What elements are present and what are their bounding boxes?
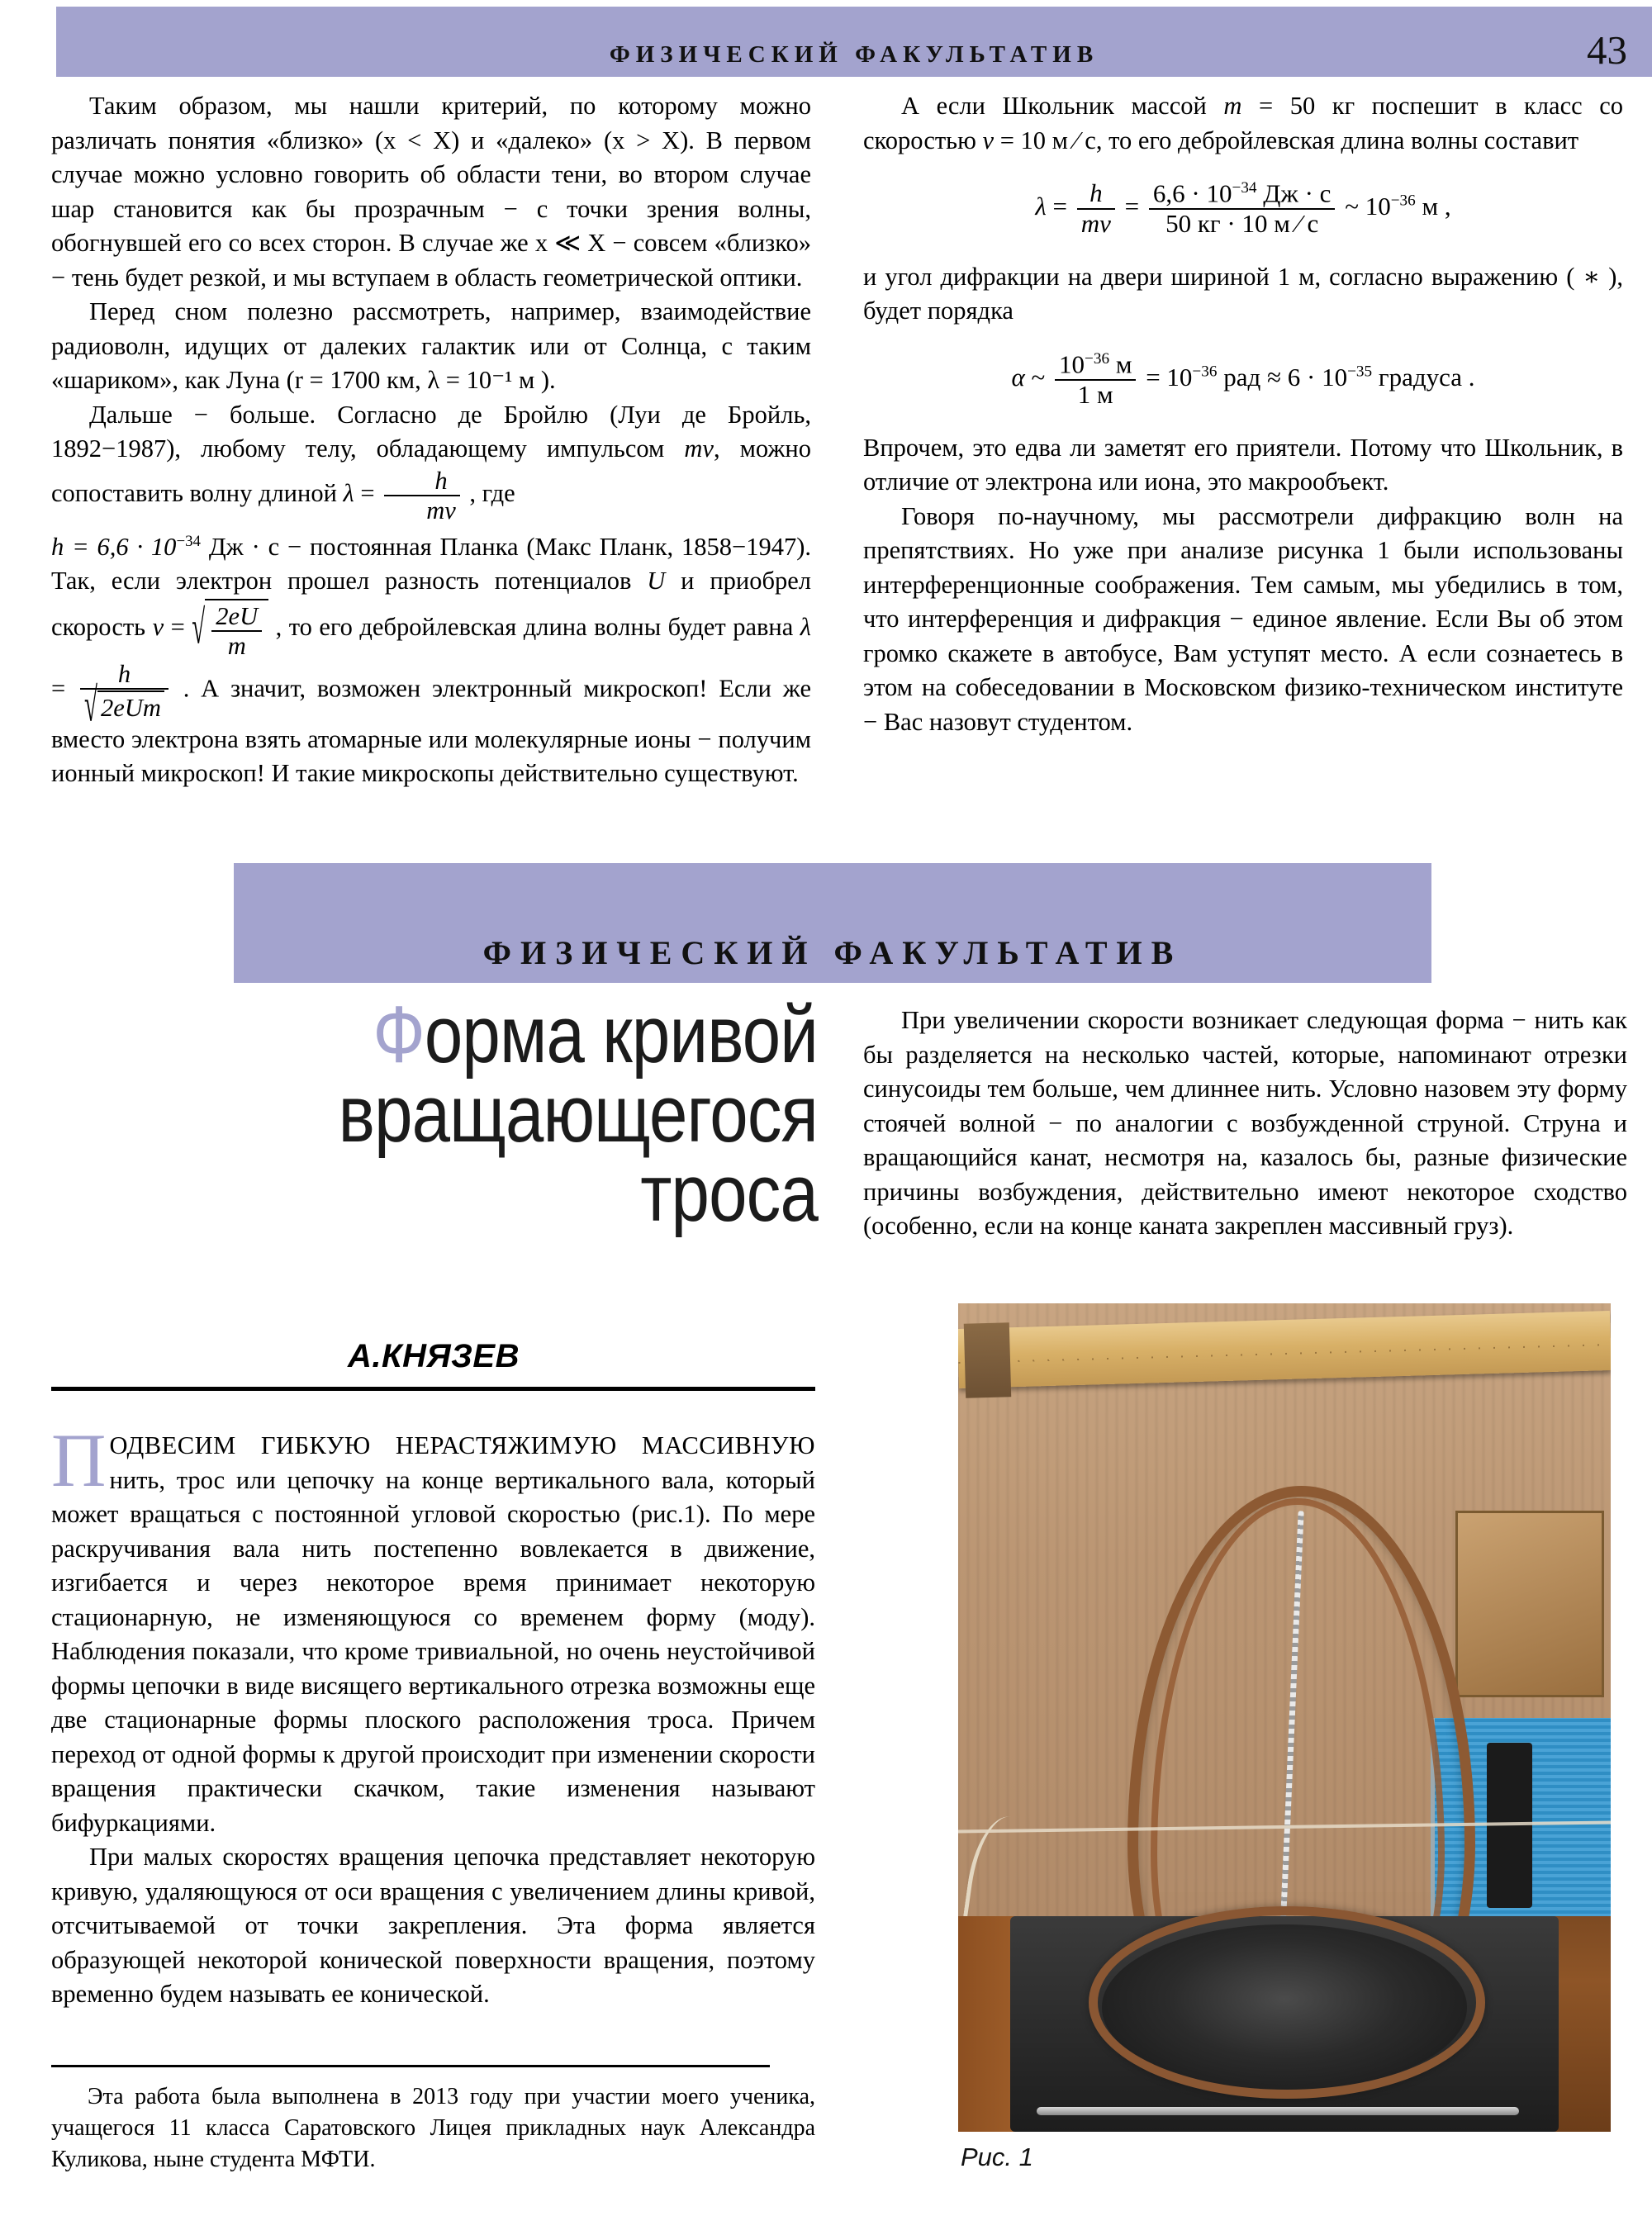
text-run: = 50 кг поспешит в класс со скоростью (863, 92, 1624, 154)
paragraph: При увеличении скорости возникает следующая форма − нить как бы разделяется на несколько частей, которые, напоминают отрезки синусоиды тем больше, чем длиннее нить. Условно назовем эту форму стоячей волной − по аналогии с возбужденной струной. Струна и вращающийся канат, несмотря на, казалось бы, разные физические причины возбуждения, действительно имеют некоторое сходство (особенно, если на конце каната закреплен массивный груз). (863, 1006, 1627, 1240)
math-symbol-lambda: λ (343, 478, 354, 507)
drop-cap-letter: П (51, 1418, 107, 1502)
math-symbol-mv: mv (684, 434, 714, 463)
square-root-2eU-over-m: √ $\frac{2eU}{m}$ (192, 599, 268, 660)
text-run: = 10 м ⁄ с, то его дебройлевская длина волны составит (999, 126, 1579, 154)
math-symbol-m: m (1223, 92, 1242, 120)
title-line-1: орма кривой (424, 989, 818, 1080)
text-run: , то его дебройлевская длина волны будет равна (275, 613, 794, 642)
small-caps-run: ОДВЕСИМ ГИБКУЮ НЕРАСТЯЖИМУЮ МАССИВНУЮ (109, 1431, 815, 1459)
footnote-text: Эта работа была выполнена в 2013 году при участии моего ученика, учащегося 11 класса Саратовского Лицея прикладных наук Александра Куликова, ныне студента МФТИ. (51, 2084, 815, 2172)
paragraph-with-dropcap (51, 1418, 815, 1840)
article-byline: А.КНЯЗЕВ (348, 1338, 520, 1374)
text-run: , где (469, 478, 515, 507)
top-article-columns (0, 89, 1652, 833)
exponent: −34 (176, 532, 202, 550)
text-run: Дальше − больше. Согласно де Бройлю (Луи де Бройль, 1892−1987), любому телу, обладающему импульсом (51, 400, 811, 463)
paragraph-with-inline-math (863, 89, 1623, 158)
paragraph: При малых скоростях вращения цепочка представляет некоторую кривую, удаляющуюся от оси вращения с увеличением длины кривой, отсчитываемой от точки закрепления. Эта форма является образующей некоторой конической поверхности вращения, поэтому временно будем называть ее конической. (51, 1843, 815, 2008)
top-article-left-column (51, 89, 811, 791)
figure-caption: Рис. 1 (961, 2142, 1033, 2171)
paragraph: Перед сном полезно рассмотреть, например, взаимодействие радиоволн, идущих от далеких галактик или от Солнца, с таким «шариком», как Луна (r = 1700 км, λ = 10⁻¹ м ). (51, 297, 811, 394)
figure-1 (958, 1303, 1611, 2132)
paragraph: Таким образом, мы нашли критерий, по которому можно различать понятия «близко» (x < X) и «далеко» (x > X). В первом случае можно условно говорить об области тени, во втором случае шар становится как бы прозрачным − с точки зрения волны, обогнувшей его со всех сторон. В случае же x ≪ X − совсем «близко» − тень будет резкой, и мы вступаем в область геометрической оптики. (51, 92, 811, 292)
paragraph-with-inline-math: $h = 6,6 \cdot 10^{-34}$ Дж · с − постоянная Планка (Макс Планк, 1858−1947). Так, если электрон прошел разность потенциалов U и приобрел скорость v = √ $\frac{2eU}{m}$ , то его дебройлевская длина волны будет равна λ = h √ 2eUm . А значит, возможен электронный микроскоп! Если же вместо электрона взять атомарные или молекулярные ионы − получим ионный микроскоп! И такие микроскопы действительно существуют. (51, 524, 811, 791)
math-symbol-v: v (982, 126, 995, 154)
experiment-photograph (958, 1303, 1611, 2132)
byline-divider (51, 1387, 815, 1391)
title-line-3: троса (640, 1148, 818, 1238)
article-title (157, 989, 818, 1238)
article-left-column (51, 1418, 815, 2012)
photo-metal-shaft (1037, 2107, 1520, 2115)
text-run: , можно сопоставить волну длиной (51, 434, 812, 507)
math-symbol-U: U (647, 567, 666, 596)
section-banner-title: ФИЗИЧЕСКИЙ ФАКУЛЬТАТИВ (482, 934, 1183, 971)
title-drop-letter: Ф (373, 989, 425, 1080)
title-line-2: вращающегося (338, 1069, 818, 1159)
paragraph: Говоря по-научному, мы рассмотрели дифракцию волн на препятствиях. Но уже при анализе рисунка 1 были использованы интерференционные соображения. Тем самым, мы убедились в том, что интерференция и дифракция − единое явление. Если Вы об этом громко скажете в автобусе, Вам уступят место. А если сознаетесь в этом на собеседовании в Московском физико-техническом институте − Вас назовут студентом. (863, 501, 1623, 736)
display-equation-alpha: α ~ $\frac{10^{-36} м}{1 м}$ = $10^{-36}$ рад ≈ $6 \cdot 10^{-35}$ градуса . (1011, 349, 1475, 409)
page-number: 43 (1587, 27, 1627, 73)
footnote-divider (51, 2065, 770, 2067)
text-run: . А значит, возможен электронный микроскоп! Если же вместо электрона взять атомарные или молекулярные ионы − получим ионный микроскоп! И такие микроскопы действительно существуют. (51, 674, 812, 788)
paragraph: и угол дифракции на двери шириной 1 м, согласно выражению ( ∗ ), будет порядка (863, 262, 1623, 325)
fraction-h-over-sqrt2eUm: h √ 2eUm (80, 660, 169, 722)
section-banner (234, 863, 1431, 983)
page-header (56, 7, 1652, 77)
text-run: h = 6,6 · 10 (51, 532, 177, 561)
math-symbol-lambda-2: λ (800, 613, 811, 642)
text-run: и приобрел скорость (51, 567, 812, 642)
text-run: А если Школьник массой (901, 92, 1207, 120)
running-header-title: ФИЗИЧЕСКИЙ ФАКУЛЬТАТИВ (609, 41, 1099, 68)
paragraph: Впрочем, это едва ли заметят его приятели. Потому что Школьник, в отличие от электрона или иона, это макрообъект. (863, 433, 1623, 496)
text-run: нить, трос или цепочку на конце вертикального вала, который может вращаться с постоянной угловой скоростью (рис.1). По мере раскручивания вала нить постепенно вовлекается в движение, изгибается и через некоторое время принимает некоторую стационарную, не изменяющуюся со временем форму (моду). Наблюдения показали, что кроме тривиальной, но очень неустойчивой формы цепочки в виде висящего вертикального отрезка возможны еще две стационарные формы плоского расположения троса. Причем переход от одной формы к другой происходит при изменении скорости вращения практически скачком, такие изменения называют бифуркациями. (51, 1465, 815, 1837)
top-article-right-column (863, 89, 1623, 739)
text-run: Дж · с − постоянная Планка (Макс Планк, 1858−1947). Так, если электрон прошел разность потенциалов (51, 532, 811, 596)
photo-wood-block (1455, 1511, 1604, 1698)
photo-metal-drum-ring (1089, 1906, 1485, 2099)
math-symbol-v: v (152, 613, 164, 642)
photo-metal-bracket (964, 1322, 1012, 1398)
paragraph-with-inline-math: Дальше − больше. Согласно де Бройлю (Луи де Бройль, 1892−1987), любому телу, обладающему импульсом mv, можно сопоставить волну длиной λ = $\frac{h}{mv}$ , где (51, 400, 812, 524)
fraction-h-over-mv: $\frac{h}{mv}$ (384, 467, 460, 524)
article-right-column (863, 1004, 1627, 1244)
display-equation-lambda: λ = $\frac{h}{mv}$ = $\frac{6,6 \cdot 10^{-34} Дж \cdot с}{50 кг \cdot 10 м ⁄ с}$ ~ $10^{-36}$ м , (1035, 178, 1451, 239)
